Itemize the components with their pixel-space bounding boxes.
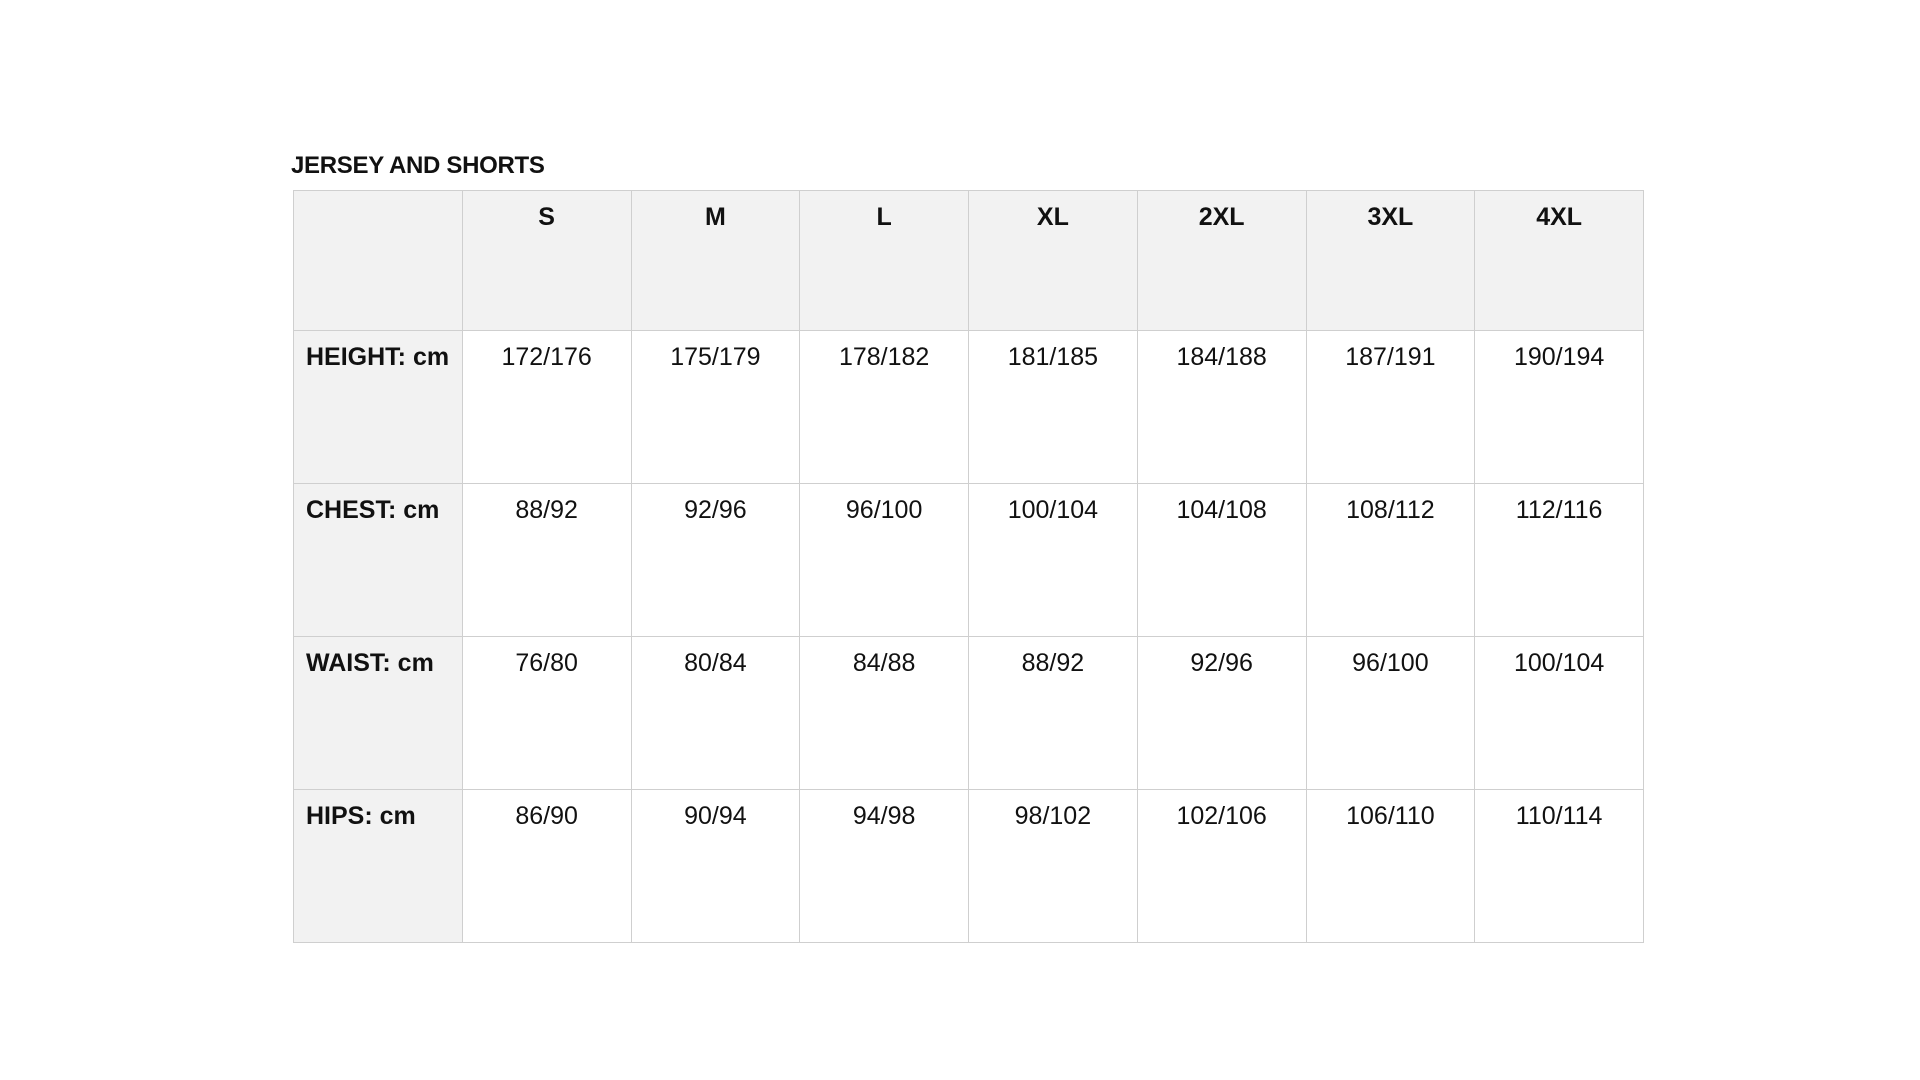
table-cell: 175/179 — [631, 331, 800, 484]
table-cell: 86/90 — [462, 790, 631, 943]
table-cell: 100/104 — [969, 484, 1138, 637]
table-cell: 96/100 — [1306, 637, 1475, 790]
table-row-chest — [294, 484, 1644, 637]
size-header-2xl: 2XL — [1137, 191, 1306, 331]
table-cell: 98/102 — [969, 790, 1138, 943]
table-row-waist — [294, 637, 1644, 790]
row-label-chest: CHEST: cm — [294, 484, 463, 637]
table-cell: 184/188 — [1137, 331, 1306, 484]
table-cell: 92/96 — [631, 484, 800, 637]
table-cell: 90/94 — [631, 790, 800, 943]
table-cell: 96/100 — [800, 484, 969, 637]
table-cell: 88/92 — [969, 637, 1138, 790]
table-cell: 106/110 — [1306, 790, 1475, 943]
size-header-l: L — [800, 191, 969, 331]
size-header-3xl: 3XL — [1306, 191, 1475, 331]
row-label-waist: WAIST: cm — [294, 637, 463, 790]
size-header-s: S — [462, 191, 631, 331]
size-chart-title: JERSEY AND SHORTS — [291, 152, 545, 179]
row-label-hips: HIPS: cm — [294, 790, 463, 943]
table-cell: 104/108 — [1137, 484, 1306, 637]
table-row-hips — [294, 790, 1644, 943]
table-cell: 84/88 — [800, 637, 969, 790]
row-label-height: HEIGHT: cm — [294, 331, 463, 484]
table-cell: 100/104 — [1475, 637, 1644, 790]
table-row-height — [294, 331, 1644, 484]
table-cell: 112/116 — [1475, 484, 1644, 637]
table-cell: 94/98 — [800, 790, 969, 943]
table-cell: 76/80 — [462, 637, 631, 790]
table-cell: 181/185 — [969, 331, 1138, 484]
table-cell: 187/191 — [1306, 331, 1475, 484]
size-header-4xl: 4XL — [1475, 191, 1644, 331]
size-header-m: M — [631, 191, 800, 331]
size-chart-table — [293, 190, 1644, 943]
corner-cell — [294, 191, 463, 331]
table-cell: 178/182 — [800, 331, 969, 484]
table-cell: 172/176 — [462, 331, 631, 484]
size-header-xl: XL — [969, 191, 1138, 331]
size-header-row — [294, 191, 1644, 331]
table-cell: 80/84 — [631, 637, 800, 790]
table-cell: 102/106 — [1137, 790, 1306, 943]
table-cell: 108/112 — [1306, 484, 1475, 637]
table-cell: 92/96 — [1137, 637, 1306, 790]
table-cell: 110/114 — [1475, 790, 1644, 943]
table-cell: 88/92 — [462, 484, 631, 637]
table-cell: 190/194 — [1475, 331, 1644, 484]
